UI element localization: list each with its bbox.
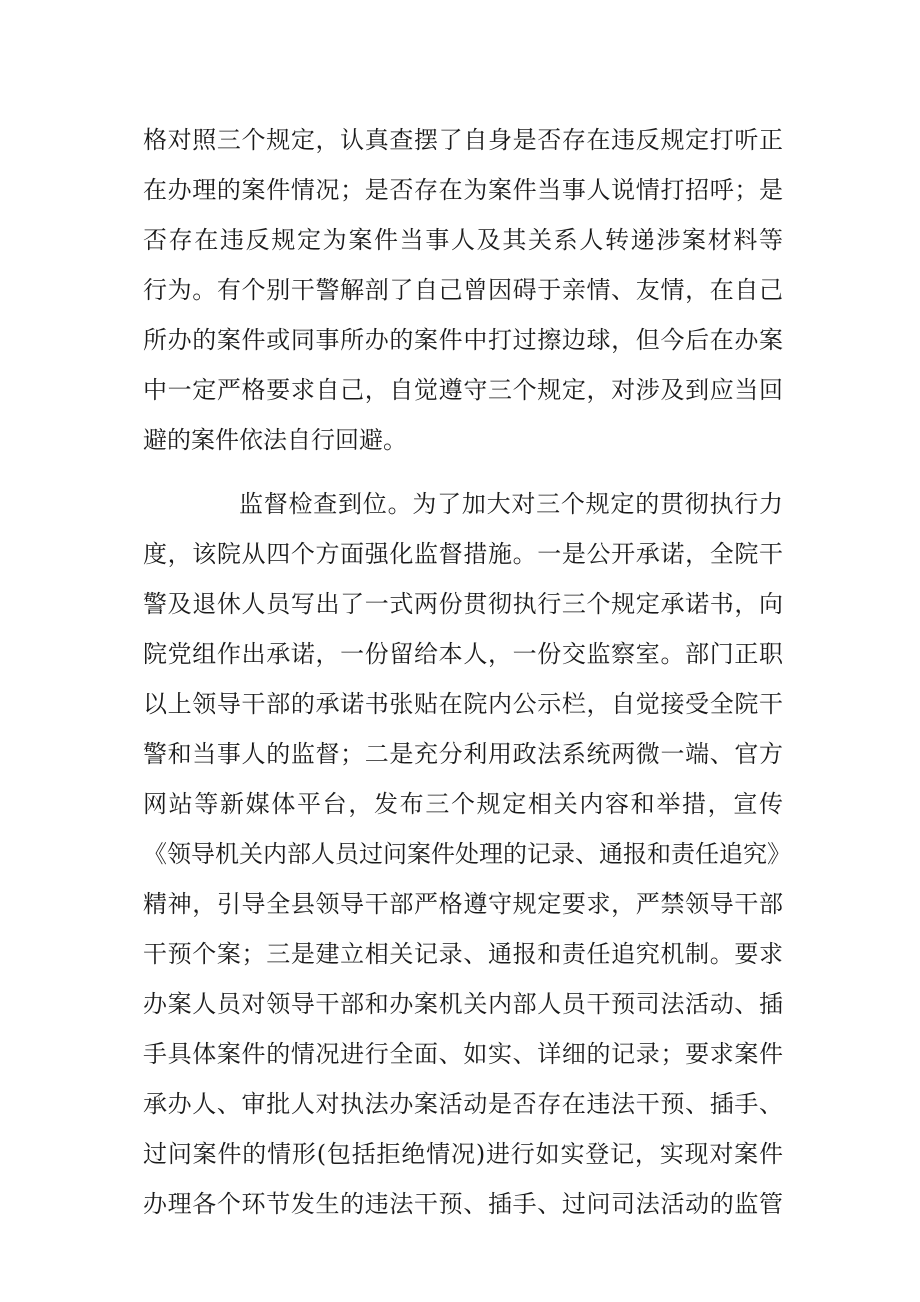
text-line: 干预个案；三是建立相关记录、通报和责任追究机制。要求: [143, 940, 783, 968]
text-line: 办理各个环节发生的违法干预、插手、过问司法活动的监管: [143, 1190, 783, 1218]
document-body: [143, 115, 791, 1229]
text-line: 中一定严格要求自己，自觉遵守三个规定，对涉及到应当回: [143, 376, 783, 404]
text-line: 度，该院从四个方面强化监督措施。一是公开承诺，全院干: [143, 540, 783, 568]
text-line: 避的案件依法自行回避。: [143, 426, 407, 454]
text-line: 格对照三个规定，认真查摆了自身是否存在违反规定打听正: [143, 126, 783, 154]
text-line: 办案人员对领导干部和办案机关内部人员干预司法活动、插: [143, 990, 783, 1018]
text-line: 在办理的案件情况；是否存在为案件当事人说情打招呼；是: [143, 176, 783, 204]
text-line: 行为。有个别干警解剖了自己曾因碍于亲情、友情，在自己: [143, 276, 783, 304]
paragraph-2: [143, 479, 791, 1229]
text-line: 手具体案件的情况进行全面、如实、详细的记录；要求案件: [143, 1040, 783, 1068]
text-line: 《领导机关内部人员过问案件处理的记录、通报和责任追究》: [143, 840, 791, 868]
paragraph-1: [143, 115, 783, 465]
text-line: 警和当事人的监督；二是充分利用政法系统两微一端、官方: [143, 740, 783, 768]
text-line: 承办人、审批人对执法办案活动是否存在违法干预、插手、: [143, 1090, 783, 1118]
text-line: 所办的案件或同事所办的案件中打过擦边球，但今后在办案: [143, 326, 783, 354]
text-line: 精神，引导全县领导干部严格遵守规定要求，严禁领导干部: [143, 890, 783, 918]
paragraph-heading-line: 监督检查到位。为了加大对三个规定的贯彻执行力: [239, 490, 783, 518]
text-line: 过问案件的情形(包括拒绝情况)进行如实登记，实现对案件: [143, 1140, 783, 1168]
paragraph-spacer: [143, 465, 783, 479]
text-line: 警及退休人员写出了一式两份贯彻执行三个规定承诺书，向: [143, 590, 783, 618]
text-line: 院党组作出承诺，一份留给本人，一份交监察室。部门正职: [143, 640, 783, 668]
text-line: 否存在违反规定为案件当事人及其关系人转递涉案材料等: [143, 226, 783, 254]
text-line: 以上领导干部的承诺书张贴在院内公示栏，自觉接受全院干: [143, 690, 783, 718]
text-line: 网站等新媒体平台，发布三个规定相关内容和举措，宣传: [143, 790, 783, 818]
